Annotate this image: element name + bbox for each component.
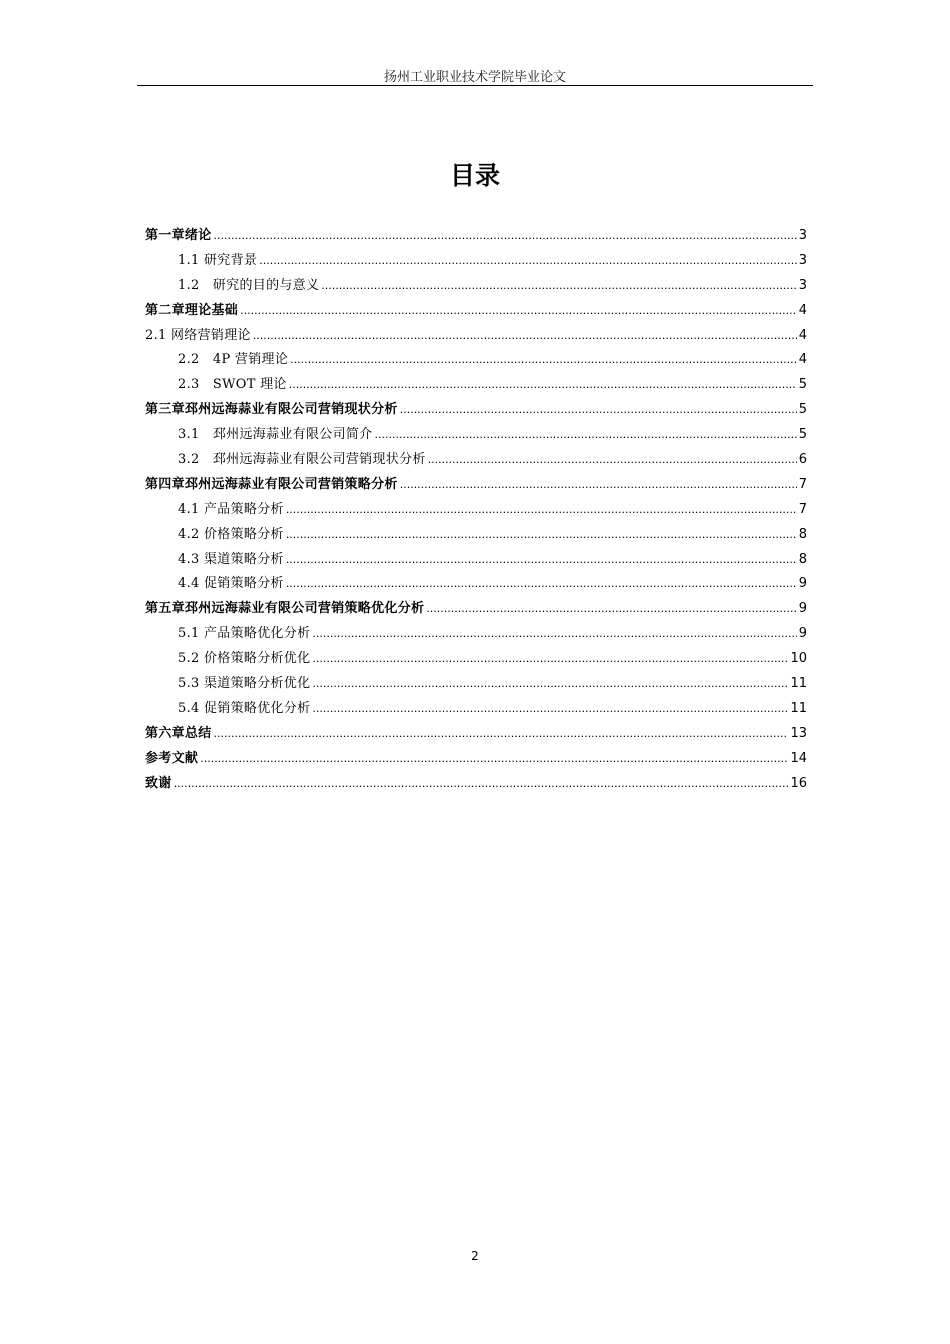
toc-entry-page: 9 (798, 626, 807, 642)
toc-entry-page: 6 (798, 452, 807, 468)
toc-entry[interactable] (145, 523, 807, 548)
toc-entry-page: 3 (798, 228, 807, 243)
toc-entry-page: 11 (790, 676, 807, 692)
toc-dot-leader (253, 324, 797, 349)
toc-entry-title: 第五章邳州远海蒜业有限公司营销策略优化分析 (145, 601, 425, 617)
toc-dot-leader (214, 722, 789, 747)
toc-entry-page: 5 (798, 402, 807, 418)
toc-entry-title: 3.2 邳州远海蒜业有限公司营销现状分析 (178, 452, 426, 468)
toc-dot-leader (312, 647, 788, 672)
toc-entry[interactable] (145, 498, 807, 523)
toc-entry-title: 第一章绪论 (145, 228, 212, 243)
page-number: 2 (471, 1249, 479, 1263)
toc-entry-page: 3 (798, 252, 807, 268)
toc-title: 目录 (449, 161, 500, 190)
toc-dot-leader (400, 473, 797, 498)
toc-entry-title: 1.2 研究的目的与意义 (178, 277, 320, 293)
toc-entry-page: 11 (790, 700, 807, 716)
toc-dot-leader (174, 772, 789, 797)
toc-dot-leader (290, 348, 797, 373)
toc-entry-title: 4.4 促销策略分析 (178, 576, 284, 592)
toc-dot-leader (240, 299, 797, 324)
toc-entry[interactable] (145, 548, 807, 573)
toc-entry-title: 2.2 4P 营销理论 (178, 352, 289, 368)
toc-entry[interactable] (145, 373, 807, 398)
toc-entry[interactable] (145, 448, 807, 473)
toc-entry-title: 4.1 产品策略分析 (178, 501, 284, 517)
toc-entry[interactable] (145, 647, 807, 672)
toc-entry-page: 13 (790, 725, 807, 741)
toc-entry-title: 2.1 网络营销理论 (145, 327, 251, 343)
toc-entry-page: 7 (798, 501, 807, 517)
toc-entry-title: 4.2 价格策略分析 (178, 526, 284, 542)
toc-dot-leader (286, 548, 797, 573)
toc-dot-leader (312, 622, 796, 647)
toc-entry-page: 5 (798, 377, 807, 393)
toc-entry[interactable] (145, 572, 807, 597)
table-of-contents (145, 224, 807, 796)
toc-dot-leader (286, 498, 797, 523)
toc-dot-leader (286, 572, 797, 597)
header-rule (137, 85, 813, 86)
toc-entry-page: 5 (798, 427, 807, 443)
toc-entry[interactable] (145, 722, 807, 747)
toc-entry-title: 第三章邳州远海蒜业有限公司营销现状分析 (145, 402, 398, 418)
toc-entry[interactable] (145, 747, 807, 772)
toc-entry-page: 9 (798, 576, 807, 592)
toc-entry-title: 第六章总结 (145, 725, 212, 741)
toc-entry-title: 3.1 邳州远海蒜业有限公司简介 (178, 427, 373, 443)
toc-dot-leader (321, 274, 796, 299)
toc-entry[interactable] (145, 772, 807, 797)
toc-entry-page: 14 (790, 750, 807, 766)
toc-entry-page: 16 (790, 775, 807, 791)
toc-entry[interactable] (145, 299, 807, 324)
toc-entry-title: 第四章邳州远海蒜业有限公司营销策略分析 (145, 476, 398, 492)
toc-dot-leader (289, 373, 797, 398)
toc-entry-page: 8 (798, 526, 807, 542)
toc-entry[interactable] (145, 224, 807, 249)
toc-entry-page: 10 (790, 651, 807, 667)
toc-dot-leader (286, 523, 797, 548)
toc-dot-leader (400, 398, 797, 423)
toc-entry-title: 5.3 渠道策略分析优化 (178, 676, 311, 692)
toc-entry[interactable] (145, 249, 807, 274)
toc-entry-title: 1.1 研究背景 (178, 252, 258, 268)
toc-dot-leader (312, 697, 788, 722)
toc-entry[interactable] (145, 324, 807, 349)
toc-entry-page: 4 (798, 327, 807, 343)
toc-entry-title: 5.4 促销策略优化分析 (178, 700, 311, 716)
toc-entry[interactable] (145, 672, 807, 697)
toc-entry-title: 致谢 (145, 775, 172, 791)
toc-entry[interactable] (145, 597, 807, 622)
toc-entry[interactable] (145, 348, 807, 373)
toc-entry-page: 7 (798, 476, 807, 492)
toc-entry[interactable] (145, 622, 807, 647)
toc-entry-title: 2.3 SWOT 理论 (178, 377, 287, 393)
toc-dot-leader (312, 672, 788, 697)
toc-entry-title: 参考文献 (145, 750, 199, 766)
toc-dot-leader (259, 249, 797, 274)
toc-entry[interactable] (145, 473, 807, 498)
toc-entry[interactable] (145, 423, 807, 448)
running-header: 扬州工业职业技术学院毕业论文 (383, 70, 566, 85)
toc-entry-title: 5.2 价格策略分析优化 (178, 651, 311, 667)
toc-entry-page: 9 (798, 601, 807, 617)
toc-entry-page: 4 (798, 302, 807, 318)
toc-entry[interactable] (145, 398, 807, 423)
toc-dot-leader (200, 747, 788, 772)
toc-dot-leader (428, 448, 797, 473)
toc-entry-page: 4 (798, 352, 807, 368)
toc-dot-leader (426, 597, 796, 622)
toc-entry-title: 5.1 产品策略优化分析 (178, 626, 311, 642)
toc-entry-title: 第二章理论基础 (145, 302, 239, 318)
toc-entry-page: 3 (798, 277, 807, 293)
toc-dot-leader (374, 423, 796, 448)
toc-entry[interactable] (145, 274, 807, 299)
toc-entry[interactable] (145, 697, 807, 722)
toc-entry-title: 4.3 渠道策略分析 (178, 551, 284, 567)
toc-dot-leader (214, 224, 797, 249)
toc-entry-page: 8 (798, 551, 807, 567)
